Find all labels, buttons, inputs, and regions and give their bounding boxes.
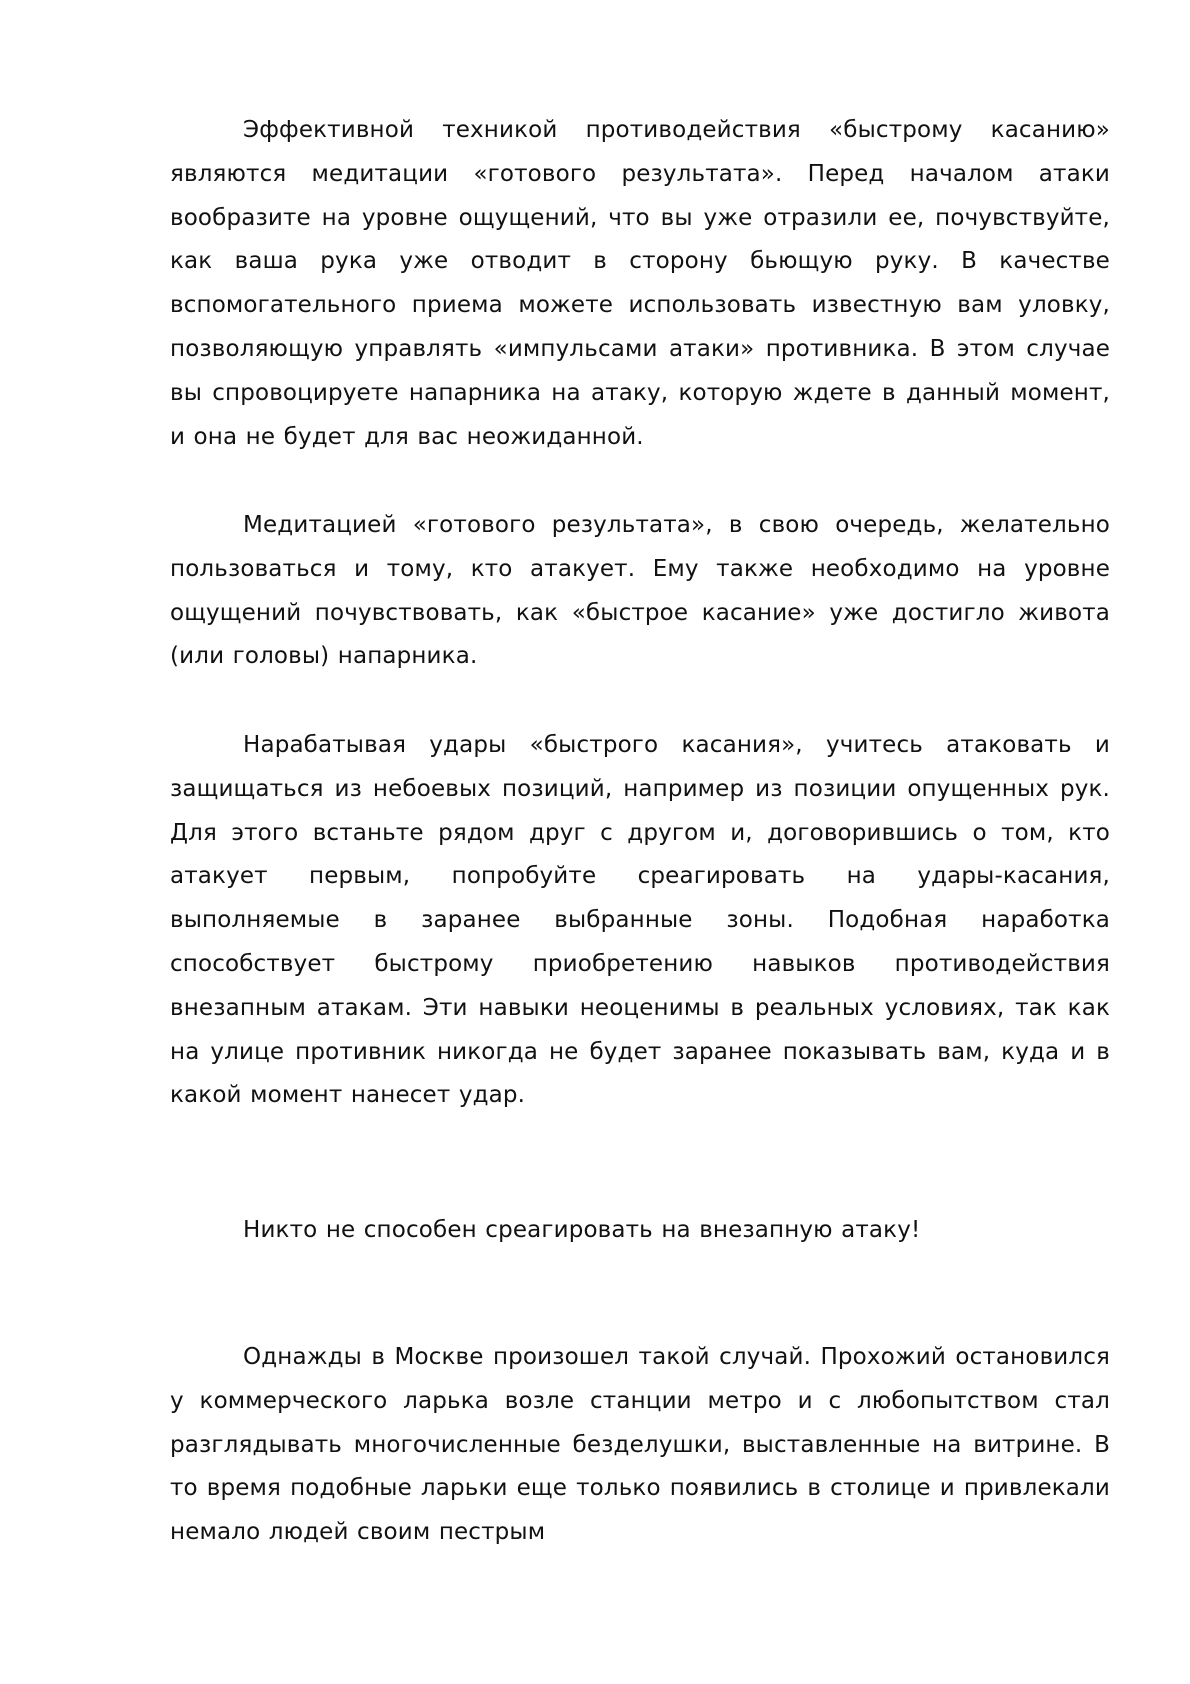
paragraph-text: Медитацией «готового результата», в свою очередь, желательно пользоваться и тому, кто атакует. Ему также необходимо на уровне ощущений почувствовать, как «быстрое касание» уже достигло живота (или головы) напарника. [170,512,1110,670]
paragraph-text: Однажды в Москве произошел такой случай. Прохожий остановился у коммерческого ларька возле станции метро и с любопытством стал разглядывать многочисленные безделушки, выставленные на витрине. В то время подобные ларьки еще только появились в столице и привлекали немало людей своим пестрым [170,1344,1110,1546]
section-heading: Никто не способен среагировать на внезапную атаку! [243,1217,921,1243]
paragraph-text: Эффективной техникой противодействия «быстрому касанию» являются медитации «готового результата». Перед началом атаки вообразите на уровне ощущений, что вы уже отразили ее, почувствуйте, как ваша рука уже отводит в сторону бьющую руку. В качестве вспомогательного приема можете использовать известную вам уловку, позволяющую управлять «импульсами атаки» противника. В этом случае вы спровоцируете напарника на атаку, которую ждете в данный момент, и она не будет для вас неожиданной. [170,117,1110,450]
paragraph-text: Нарабатывая удары «быстрого касания», учитесь атаковать и защищаться из небоевых позиций, например из позиции опущенных рук. Для этого встаньте рядом друг с другом и, договорившись о том, кто атакует первым, попробуйте среагировать на удары-касания, выполняемые в заранее выбранные зоны. Подобная наработка способствует быстрому приобретению навыков противодействия внезапным атакам. Эти навыки неоценимы в реальных условиях, так как на улице противник никогда не будет заранее показывать вам, куда и в какой момент нанесет удар. [170,732,1110,1109]
